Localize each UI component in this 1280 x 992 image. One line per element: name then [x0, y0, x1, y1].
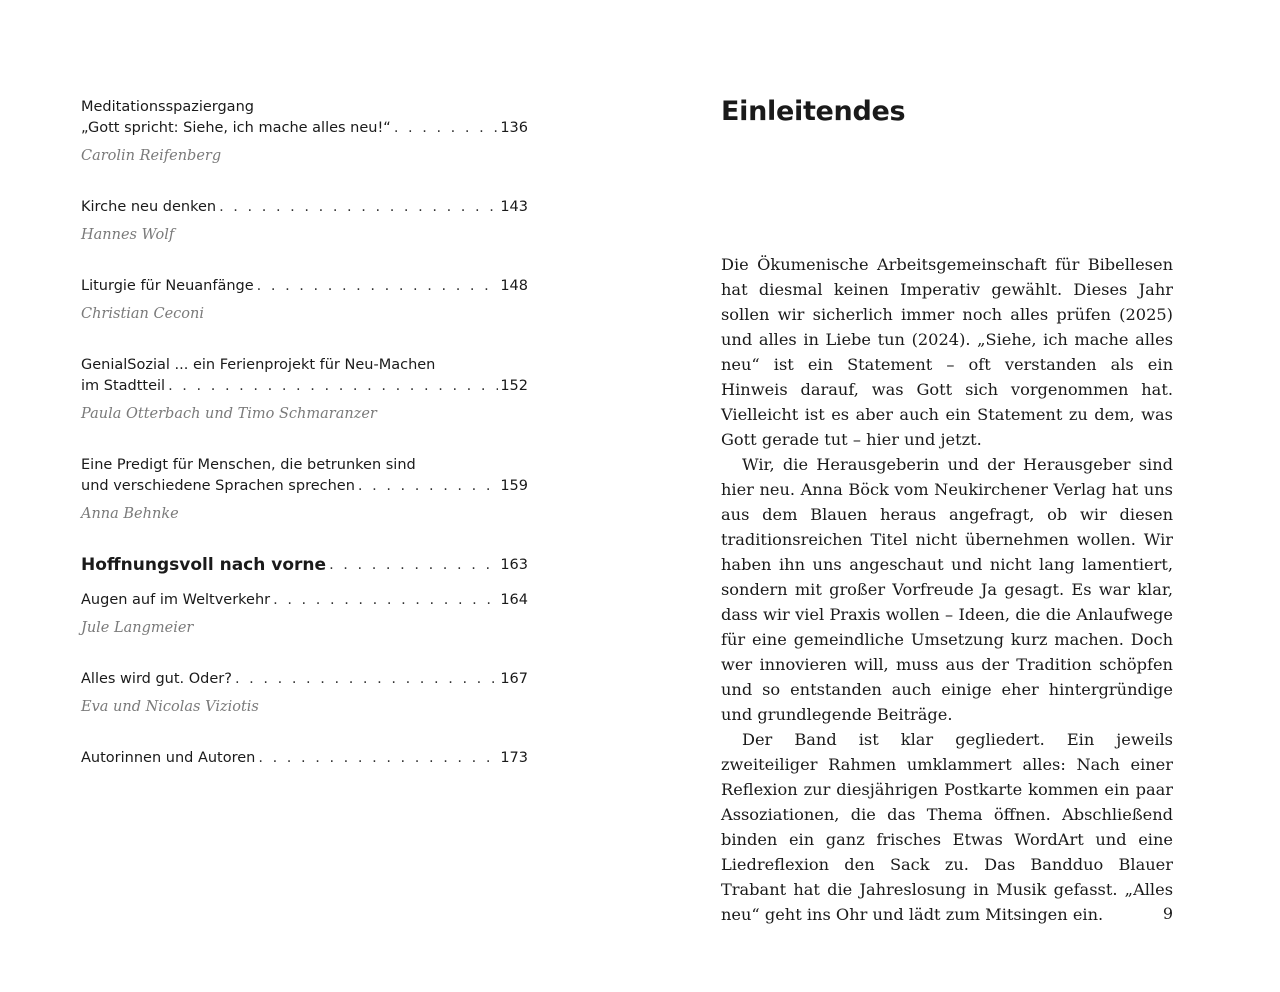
toc-leader-dots	[216, 197, 498, 218]
toc-leader-dots	[355, 476, 498, 497]
toc-leader-dots	[391, 118, 498, 139]
toc-page-number: 167	[500, 671, 528, 687]
toc-leader-dots	[232, 669, 498, 690]
toc-entry	[81, 197, 528, 245]
chapter-heading: Einleitendes	[721, 96, 906, 127]
toc-entry-title: Autorinnen und Autoren	[81, 750, 256, 766]
toc-entry-author: Hannes Wolf	[81, 227, 175, 243]
toc-entry-author: Jule Langmeier	[81, 620, 194, 636]
toc-section-title: Hoffnungsvoll nach vorne	[81, 555, 327, 575]
toc-entry-row	[81, 476, 528, 497]
toc-entry-author: Anna Behnke	[81, 506, 179, 522]
toc-entry-title: Augen auf im Weltverkehr	[81, 592, 271, 608]
toc-entry-title: Liturgie für Neuanfänge	[81, 278, 254, 294]
toc-entry	[81, 590, 528, 638]
chapter-body	[721, 252, 1173, 927]
toc-page-number: 173	[500, 750, 528, 766]
toc-leader-dots	[254, 276, 498, 297]
toc-page-number: 148	[500, 278, 528, 294]
toc-entry-row	[81, 197, 528, 218]
toc-entry-row	[81, 276, 528, 297]
toc-page-number: 159	[500, 478, 528, 494]
toc-page-number: 143	[500, 199, 528, 215]
body-paragraph: Der Band ist klar gegliedert. Ein jeweils zweiteiliger Rahmen umklammert alles: Nach einer Reflexion zur diesjährigen Postkarte kommen ein paar Assoziationen, die das Thema öffnen. Abschließend binden ein ganz frisches Etwas WordArt und eine Liedreflexion den Sack zu. Das Bandduo Blauer Trabant hat die Jahreslosung in Musik gefasst. „Alles neu“ geht ins Ohr und lädt zum Mitsingen ein.	[721, 730, 1173, 924]
toc-entry-author: Christian Ceconi	[81, 306, 205, 322]
toc-leader-dots	[255, 748, 498, 769]
toc-section-row	[81, 555, 528, 576]
toc-entry	[81, 748, 528, 769]
page-number: 9	[1162, 904, 1173, 923]
toc-entry-row	[81, 669, 528, 690]
right-page	[640, 0, 1280, 992]
toc-entry-row	[81, 748, 528, 769]
toc-page-number: 136	[500, 120, 528, 136]
toc-entry	[81, 455, 528, 524]
toc-entry-author: Carolin Reifenberg	[81, 148, 222, 164]
toc-section	[81, 555, 528, 576]
toc-entry-title: Kirche neu denken	[81, 199, 217, 215]
toc-entry-title: und verschiedene Sprachen sprechen	[81, 478, 355, 494]
toc-page-number: 152	[500, 378, 528, 394]
body-paragraph: Wir, die Herausgeberin und der Herausgeber sind hier neu. Anna Böck vom Neukirchener Verlag hat uns aus dem Blauen heraus angefragt, ob wir diesen traditionsreichen Titel nicht übernehmen wollen. Wir haben ihn uns angeschaut und nicht lang lamentiert, sondern mit großer Vorfreude Ja gesagt. Es war klar, dass wir viel Praxis wollen – Ideen, die die Anlaufwege für eine gemeindliche Umsetzung kurz machen. Doch wer innovieren will, muss aus der Tradition schöpfen und so entstanden auch einige eher hintergründige und grundlegende Beiträge.	[721, 455, 1173, 724]
toc-entry-row	[81, 376, 528, 397]
toc-leader-dots	[326, 555, 498, 576]
toc-entry-author: Eva und Nicolas Viziotis	[81, 699, 259, 715]
toc-entry-row	[81, 590, 528, 611]
toc-entry	[81, 276, 528, 324]
toc-page-number: 164	[500, 592, 528, 608]
toc-entry-title-line: Eine Predigt für Menschen, die betrunken sind	[81, 457, 416, 473]
toc-page-number: 163	[500, 557, 528, 573]
toc-entry	[81, 97, 528, 166]
toc-leader-dots	[165, 376, 498, 397]
toc-entry-title-line: Meditationsspaziergang	[81, 99, 254, 115]
toc-entry-row	[81, 118, 528, 139]
toc-entry-title-line: GenialSozial ... ein Ferienprojekt für Neu-Machen	[81, 357, 436, 373]
table-of-contents	[81, 97, 528, 800]
toc-entry-title: „Gott spricht: Siehe, ich mache alles neu!“	[81, 120, 391, 136]
toc-entry-title: Alles wird gut. Oder?	[81, 671, 232, 687]
toc-entry-author: Paula Otterbach und Timo Schmaranzer	[81, 406, 377, 422]
toc-entry	[81, 355, 528, 424]
toc-leader-dots	[270, 590, 498, 611]
toc-entry-title: im Stadtteil	[81, 378, 166, 394]
toc-entry	[81, 669, 528, 717]
body-paragraph: Die Ökumenische Arbeitsgemeinschaft für Bibellesen hat diesmal keinen Imperativ gewählt. Dieses Jahr sollen wir sicherlich immer noch alles prüfen (2025) und alles in Liebe tun (2024). „Siehe, ich mache alles neu“ ist ein Statement – oft verstanden als ein Hinweis darauf, was Gott sich vorgenommen hat. Vielleicht ist es aber auch ein Statement zu dem, was Gott gerade tut – hier und jetzt.	[721, 255, 1173, 449]
